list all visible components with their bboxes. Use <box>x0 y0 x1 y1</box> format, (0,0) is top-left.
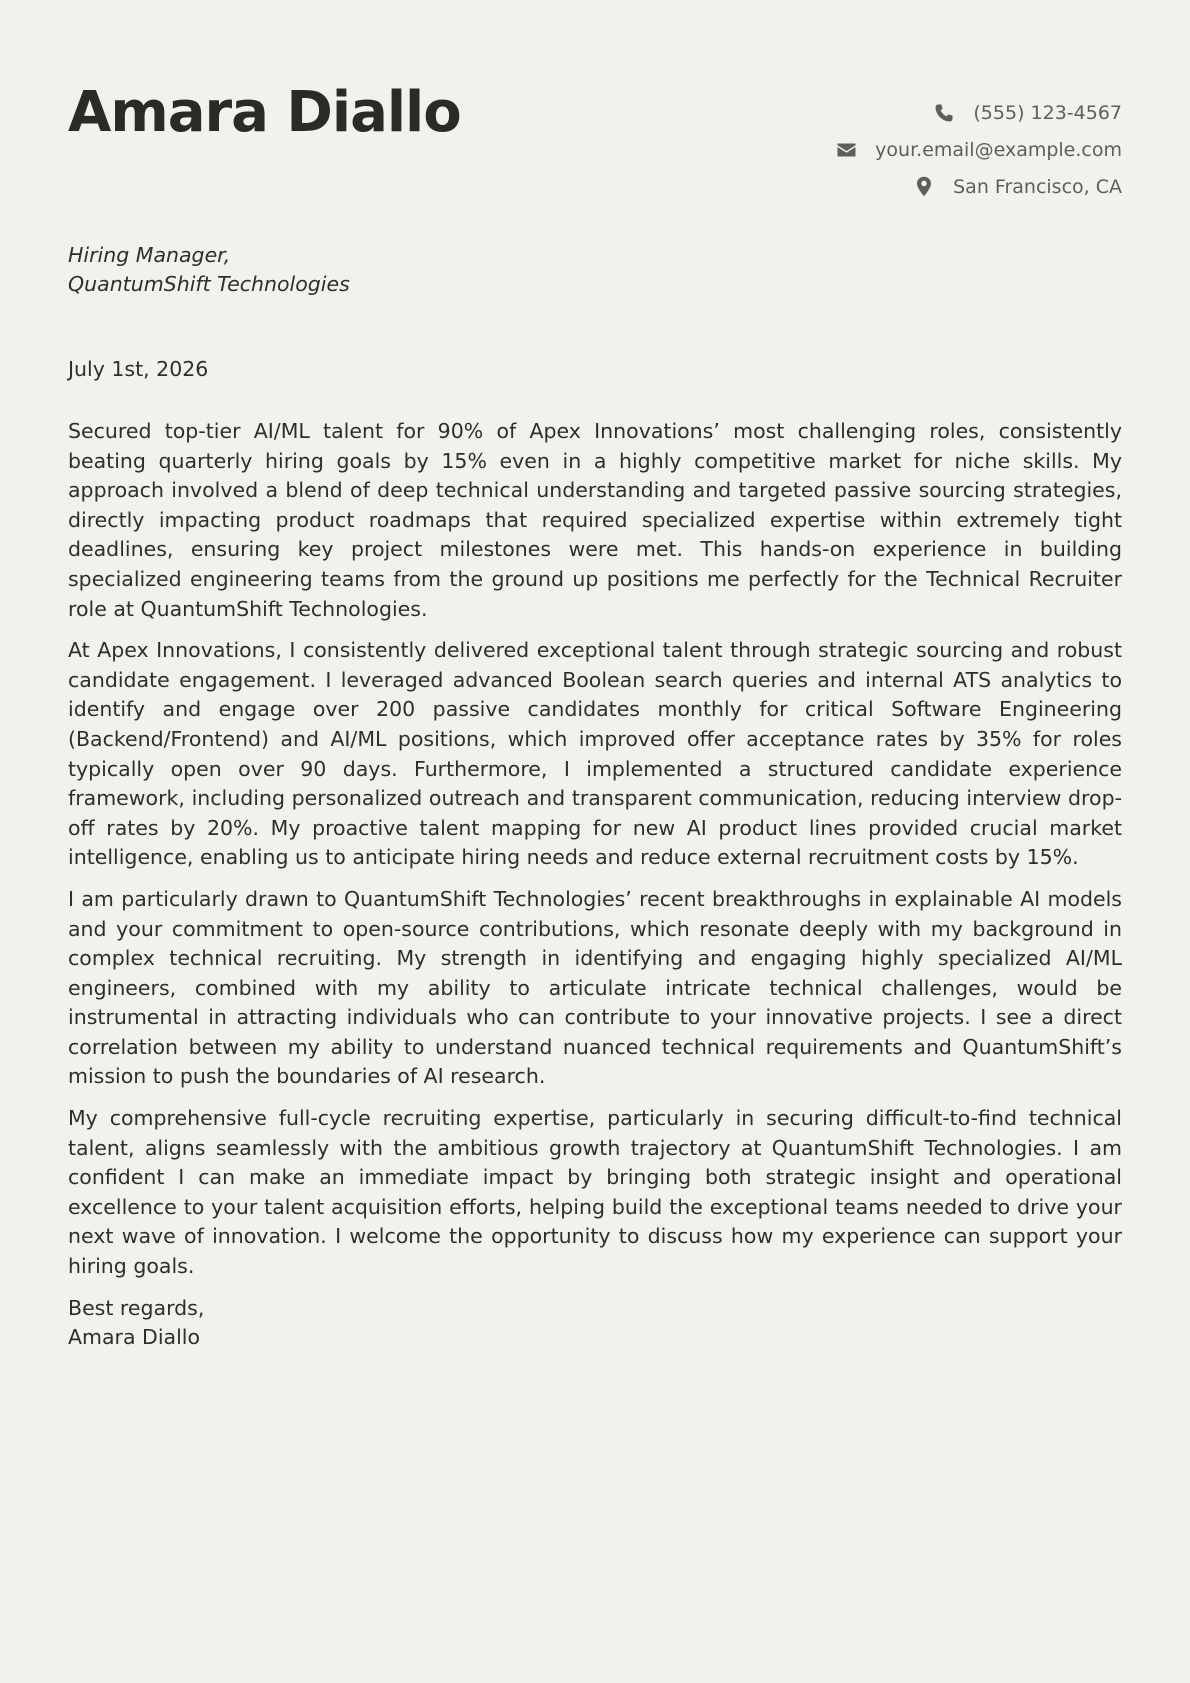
closing-signature: Amara Diallo <box>68 1325 201 1350</box>
letter-body <box>68 417 1122 1282</box>
phone-text: (555) 123-4567 <box>973 101 1122 124</box>
recipient-block <box>68 241 1122 299</box>
contact-phone <box>933 94 1122 131</box>
contact-block <box>835 94 1122 205</box>
location-text: San Francisco, CA <box>953 175 1122 198</box>
phone-icon <box>933 102 955 124</box>
contact-location <box>913 168 1122 205</box>
body-paragraph: My comprehensive full-cycle recruiting expertise, particularly in securing difficult-to-find technical talent, aligns seamlessly with the ambitious growth trajectory at QuantumShift Technologies. I am confident I can make an immediate impact by bringing both strategic insight and operational excellence to your talent acquisition efforts, helping build the exceptional teams needed to drive your next wave of innovation. I welcome the opportunity to discuss how my experience can support your hiring goals. <box>68 1106 1122 1279</box>
recipient-company: QuantumShift Technologies <box>68 272 350 296</box>
contact-email <box>835 131 1122 168</box>
body-paragraph: At Apex Innovations, I consistently delivered exceptional talent through strategic sourcing and robust candidate engagement. I leveraged advanced Boolean search queries and internal ATS analytics to identify and engage over 200 passive candidates monthly for critical Software Engineering (Backend/Frontend) and AI/ML positions, which improved offer acceptance rates by 35% for roles typically open over 90 days. Furthermore, I implemented a structured candidate experience framework, including personalized outreach and transparent communication, reducing interview drop-off rates by 20%. My proactive talent mapping for new AI product lines provided crucial market intelligence, enabling us to anticipate hiring needs and reduce external recruitment costs by 15%. <box>68 638 1122 870</box>
closing-salutation: Best regards, <box>68 1295 205 1320</box>
recipient-title: Hiring Manager, <box>68 243 231 267</box>
map-marker-icon <box>913 176 935 198</box>
body-paragraph: I am particularly drawn to QuantumShift Technologies’ recent breakthroughs in explainable AI models and your commitment to open-source contributions, which resonate deeply with my background in complex technical recruiting. My strength in identifying and engaging highly specialized AI/ML engineers, combined with my ability to articulate intricate technical challenges, would be instrumental in attracting individuals who can contribute to your innovative projects. I see a direct correlation between my ability to understand nuanced technical requirements and QuantumShift’s mission to push the boundaries of AI research. <box>68 886 1122 1089</box>
email-text: your.email@example.com <box>875 138 1122 161</box>
letter-closing <box>68 1294 1122 1353</box>
envelope-icon <box>835 139 857 161</box>
body-paragraph: Secured top-tier AI/ML talent for 90% of Apex Innovations’ most challenging roles, consistently beating quarterly hiring goals by 15% even in a highly competitive market for niche skills. My approach involved a blend of deep technical understanding and targeted passive sourcing strategies, directly impacting product roadmaps that required specialized expertise within extremely tight deadlines, ensuring key project milestones were met. This hands-on experience in building specialized engineering teams from the ground up positions me perfectly for the Technical Recruiter role at QuantumShift Technologies. <box>68 419 1122 621</box>
letter-header <box>68 78 1122 205</box>
letter-date: July 1st, 2026 <box>68 357 209 381</box>
sender-name: Amara Diallo <box>68 80 461 145</box>
